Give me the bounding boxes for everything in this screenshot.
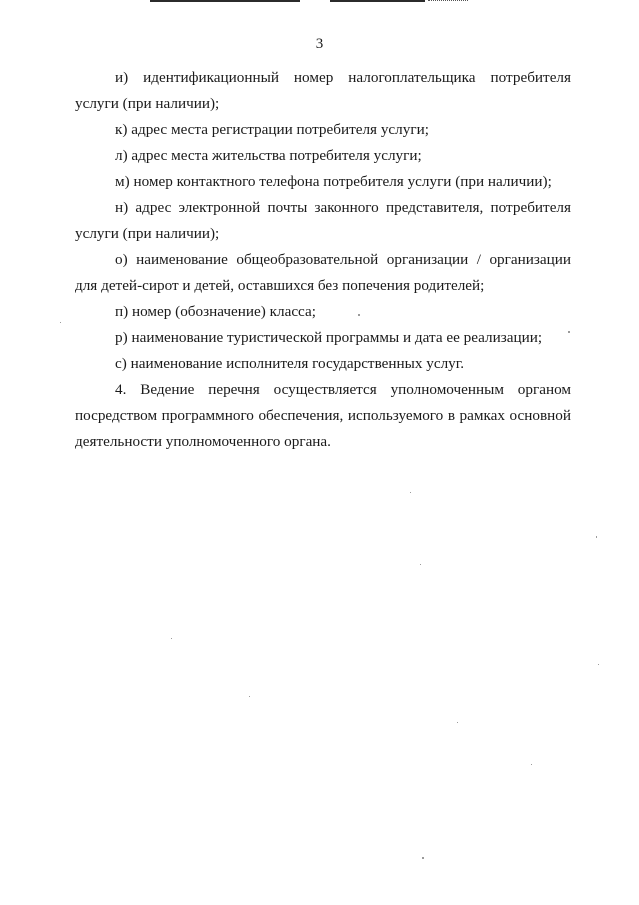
scan-speck — [598, 664, 599, 665]
scan-speck — [171, 638, 172, 639]
list-item-o: о) наименование общеобразовательной организации / организации для детей-сирот и детей, оставшихся без попечения родителей; — [75, 251, 571, 294]
scan-speck — [457, 722, 458, 723]
section-4-paragraph: 4. Ведение перечня осуществляется уполномоченным органом посредством программного обеспечения, используемого в рамках основной деятельности уполномоченного органа. — [75, 381, 571, 450]
list-item-n: н) адрес электронной почты законного представителя, потребителя услуги (при наличии); — [75, 199, 571, 242]
page-number: 3 — [315, 36, 324, 52]
scan-speck — [422, 857, 424, 859]
scan-speck — [420, 564, 421, 565]
list-item-s: с) наименование исполнителя государственных услуг. — [115, 355, 465, 372]
scan-speck — [531, 764, 532, 765]
scan-speck — [568, 331, 570, 333]
list-item-m: м) номер контактного телефона потребителя услуги (при наличии); — [115, 173, 552, 190]
list-item-l: л) адрес места жительства потребителя услуги; — [115, 147, 422, 164]
scan-speck — [249, 696, 250, 697]
scan-speck — [410, 492, 411, 493]
scan-speck — [60, 322, 61, 323]
scan-speck — [358, 314, 360, 316]
scan-speck — [596, 536, 597, 538]
scan-artifact-mark — [428, 0, 468, 4]
list-item-k: к) адрес места регистрации потребителя услуги; — [115, 121, 429, 138]
scan-artifact-line — [150, 0, 300, 2]
list-item-i: и) идентификационный номер налогоплательщика потребителя услуги (при наличии); — [75, 69, 571, 112]
list-item-p: п) номер (обозначение) класса; — [115, 303, 316, 320]
scan-artifact-line — [330, 0, 425, 2]
list-item-r: р) наименование туристической программы и дата ее реализации; — [115, 329, 543, 346]
document-body — [75, 65, 571, 455]
